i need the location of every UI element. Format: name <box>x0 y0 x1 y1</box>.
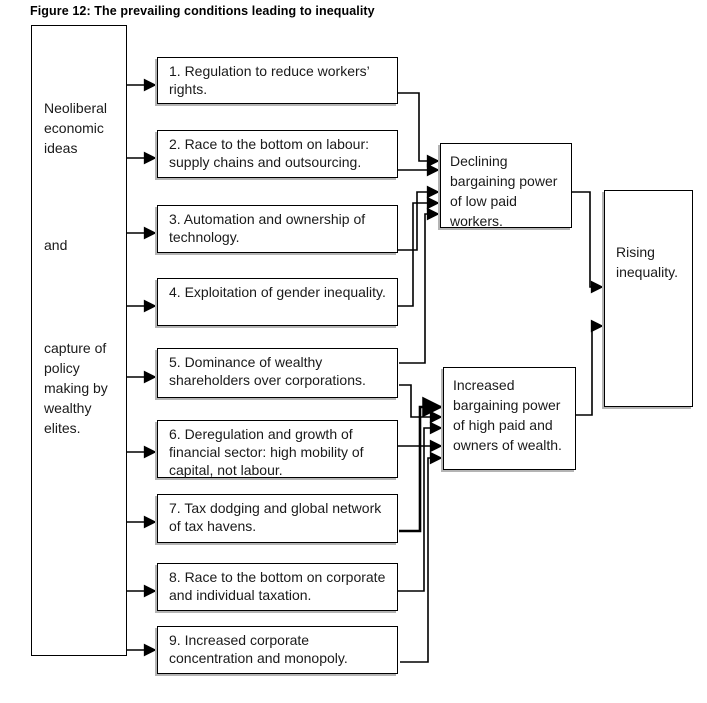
connector-arrow <box>576 326 603 415</box>
hub-increased-bargaining-power: Increased bargaining power of high paid and owners of wealth. <box>443 367 576 470</box>
hub-declining-bargaining-power: Declining bargaining power of low paid workers. <box>440 143 572 228</box>
cause-box-1: 1. Regulation to reduce workers’ rights. <box>157 57 398 104</box>
cause-box-2: 2. Race to the bottom on labour: supply chains and outsourcing. <box>157 130 398 178</box>
connector-arrow <box>572 192 603 287</box>
connector-arrow <box>398 203 439 306</box>
source-box <box>31 25 127 656</box>
cause-box-4: 4. Exploitation of gender inequality. <box>157 278 398 326</box>
cause-box-8: 8. Race to the bottom on corporate and individual taxation. <box>157 563 398 611</box>
connector-arrow <box>399 214 439 363</box>
outcome-text: Rising inequality. <box>616 244 679 280</box>
cause-box-5: 5. Dominance of wealthy shareholders over corporations. <box>157 348 398 398</box>
source-text-capture: capture of policy making by wealthy elites. <box>44 340 108 436</box>
outcome-box <box>604 190 693 407</box>
cause-box-9: 9. Increased corporate concentration and monopoly. <box>157 626 398 674</box>
source-text-ideas: Neoliberal economic ideas <box>44 100 108 156</box>
cause-box-7: 7. Tax dodging and global network of tax havens. <box>157 494 398 543</box>
cause-box-6: 6. Deregulation and growth of financial sector: high mobility of capital, not labour. <box>157 420 398 478</box>
source-text-and: and <box>44 237 68 253</box>
connector-arrow <box>398 93 439 161</box>
figure-title: Figure 12: The prevailing conditions leading to inequality <box>30 4 375 18</box>
connector-arrow <box>399 407 442 531</box>
cause-box-3: 3. Automation and ownership of technology. <box>157 205 398 253</box>
connector-arrow <box>398 192 439 250</box>
